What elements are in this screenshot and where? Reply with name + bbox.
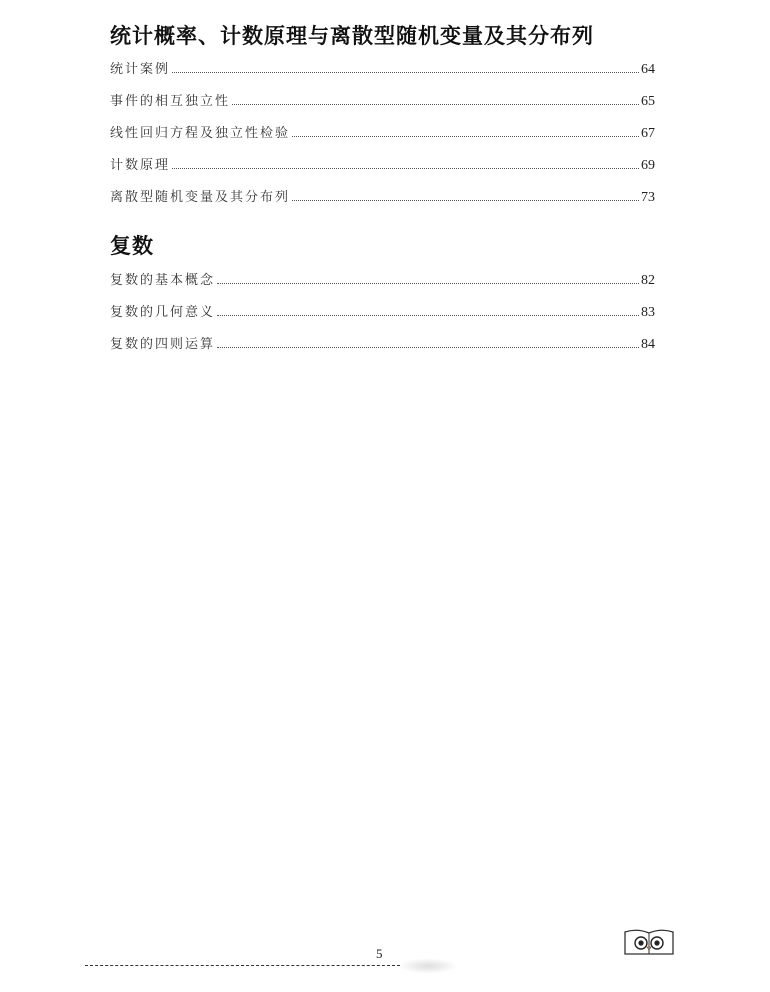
- toc-entry-label: 复数的几何意义: [110, 305, 216, 320]
- toc-entry-label: 统计案例: [110, 62, 171, 77]
- section-title: 统计概率、计数原理与离散型随机变量及其分布列: [110, 23, 594, 48]
- dot-leader: [232, 104, 639, 105]
- toc-entry[interactable]: [110, 333, 655, 365]
- toc-section-statistics: [110, 22, 655, 218]
- dot-leader: [217, 315, 639, 316]
- toc-entry-label: 复数的基本概念: [110, 273, 216, 288]
- toc-entry-label: 复数的四则运算: [110, 337, 216, 352]
- toc-page-number: 82: [641, 273, 655, 288]
- toc-page-number: 67: [641, 126, 655, 141]
- dot-leader: [292, 200, 639, 201]
- toc-page-number: 84: [641, 337, 655, 352]
- toc-entry[interactable]: [110, 58, 655, 90]
- dot-leader: [172, 168, 639, 169]
- toc-page-number: 64: [641, 62, 655, 77]
- toc-entry[interactable]: [110, 154, 655, 186]
- toc-entry-list: [110, 269, 655, 365]
- toc-entry[interactable]: [110, 269, 655, 301]
- footer-fade-mark: [398, 958, 458, 974]
- toc-entry[interactable]: [110, 301, 655, 333]
- toc-entry-label: 事件的相互独立性: [110, 94, 231, 109]
- toc-page-number: 83: [641, 305, 655, 320]
- toc-page-number: 73: [641, 190, 655, 205]
- toc-entry[interactable]: [110, 186, 655, 218]
- page-number: 5: [376, 946, 383, 961]
- toc-entry-list: [110, 58, 655, 218]
- toc-section-complex-numbers: [110, 232, 655, 365]
- dot-leader: [292, 136, 639, 137]
- dot-leader: [217, 347, 639, 348]
- toc-page-number: 69: [641, 158, 655, 173]
- toc-page-number: 65: [641, 94, 655, 109]
- dot-leader: [217, 283, 639, 284]
- toc-entry-label: 离散型随机变量及其分布列: [110, 190, 291, 205]
- toc-entry-label: 线性回归方程及独立性检验: [110, 126, 291, 141]
- toc-entry[interactable]: [110, 122, 655, 154]
- section-title: 复数: [110, 233, 154, 258]
- toc-entry[interactable]: [110, 90, 655, 122]
- owl-book-icon: [622, 924, 676, 962]
- footer-dashed-rule: [85, 965, 400, 966]
- toc-entry-label: 计数原理: [110, 158, 171, 173]
- dot-leader: [172, 72, 639, 73]
